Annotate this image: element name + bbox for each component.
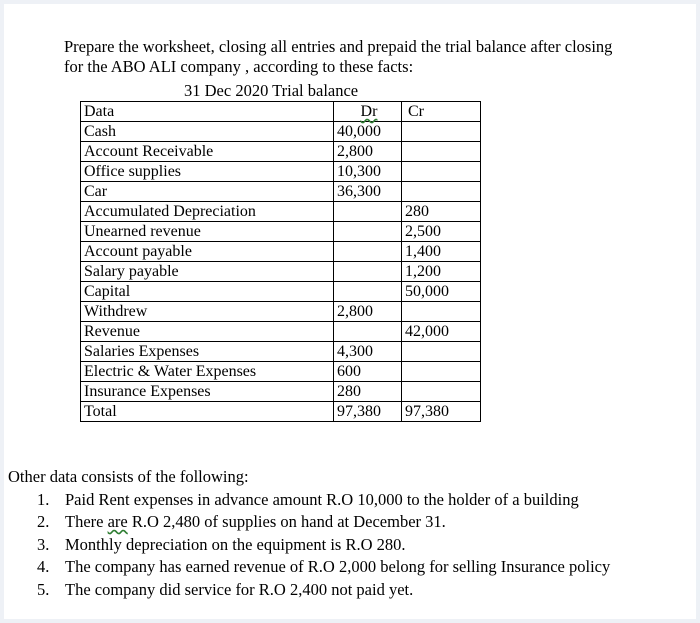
list-item	[37, 534, 698, 557]
item-text: The company did service for R.O 2,400 not paid yet.	[65, 579, 414, 599]
list-item	[37, 489, 698, 512]
account-name: Capital	[81, 282, 334, 302]
debit-value: 2,800	[334, 302, 402, 322]
account-name: Salaries Expenses	[81, 342, 334, 362]
list-item	[37, 511, 698, 534]
account-name: Cash	[81, 122, 334, 142]
table-row	[81, 242, 481, 262]
debit-value	[334, 202, 402, 222]
other-data-heading: Other data consists of the following:	[8, 467, 249, 486]
table-row	[81, 282, 481, 302]
instructions-line-2: for the ABO ALI company , according to these facts:	[64, 57, 414, 76]
item-number: 1.	[37, 489, 50, 509]
account-name: Salary payable	[81, 262, 334, 282]
credit-value	[402, 382, 481, 402]
header-data: Data	[81, 102, 334, 122]
account-name: Revenue	[81, 322, 334, 342]
item-text-after: R.O 2,480 of supplies on hand at December 31.	[131, 512, 446, 531]
credit-value: 280	[402, 202, 481, 222]
credit-value: 42,000	[402, 322, 481, 342]
table-row	[81, 202, 481, 222]
account-name: Electric & Water Expenses	[81, 362, 334, 382]
debit-value	[334, 242, 402, 262]
total-label: Total	[81, 402, 334, 422]
debit-value	[334, 322, 402, 342]
total-row	[81, 402, 481, 422]
item-number: 2.	[37, 512, 50, 531]
list-item	[37, 579, 698, 602]
credit-value	[402, 182, 481, 202]
table-row	[81, 182, 481, 202]
credit-value: 2,500	[402, 222, 481, 242]
account-name: Withdrew	[81, 302, 334, 322]
other-data-section	[8, 466, 698, 601]
grammar-flagged-word: are	[107, 512, 128, 531]
account-name: Account Receivable	[81, 142, 334, 162]
item-number: 3.	[37, 534, 50, 554]
debit-value: 600	[334, 362, 402, 382]
table-row	[81, 302, 481, 322]
facts-list	[8, 489, 698, 602]
debit-value	[334, 262, 402, 282]
credit-value	[402, 122, 481, 142]
instructions-line-1: Prepare the worksheet, closing all entries and prepaid the trial balance after closing	[64, 37, 613, 56]
table-row	[81, 162, 481, 182]
debit-value	[334, 282, 402, 302]
debit-value: 280	[334, 382, 402, 402]
item-text: Paid Rent expenses in advance amount R.O 10,000 to the holder of a building	[65, 489, 579, 509]
trial-balance-table	[80, 101, 481, 422]
header-cr: Cr	[402, 102, 481, 122]
credit-value: 1,400	[402, 242, 481, 262]
debit-value	[334, 222, 402, 242]
debit-value: 36,300	[334, 182, 402, 202]
list-item	[37, 556, 698, 579]
credit-value	[402, 362, 481, 382]
account-name: Car	[81, 182, 334, 202]
instructions	[64, 37, 674, 77]
header-dr	[334, 102, 402, 122]
credit-value: 1,200	[402, 262, 481, 282]
item-text: Monthly depreciation on the equipment is R.O 280.	[65, 534, 406, 554]
credit-value	[402, 162, 481, 182]
total-credit: 97,380	[402, 402, 481, 422]
item-number: 4.	[37, 557, 50, 576]
table-header-row	[81, 102, 481, 122]
total-debit: 97,380	[334, 402, 402, 422]
header-dr-label: Dr	[360, 103, 378, 120]
item-number: 5.	[37, 579, 50, 599]
account-name: Office supplies	[81, 162, 334, 182]
table-row	[81, 122, 481, 142]
debit-value: 10,300	[334, 162, 402, 182]
table-row	[81, 142, 481, 162]
document-page	[4, 4, 696, 619]
account-name: Insurance Expenses	[81, 382, 334, 402]
account-name: Accumulated Depreciation	[81, 202, 334, 222]
credit-value	[402, 342, 481, 362]
item-text-before: There	[65, 512, 104, 531]
credit-value	[402, 142, 481, 162]
table-row	[81, 322, 481, 342]
table-row	[81, 362, 481, 382]
table-row	[81, 382, 481, 402]
account-name: Account payable	[81, 242, 334, 262]
table-row	[81, 222, 481, 242]
account-name: Unearned revenue	[81, 222, 334, 242]
debit-value: 2,800	[334, 142, 402, 162]
trial-balance-title: 31 Dec 2020 Trial balance	[184, 81, 359, 100]
item-text: The company has earned revenue of R.O 2,000 belong for selling Insurance policy	[65, 557, 611, 576]
credit-value: 50,000	[402, 282, 481, 302]
debit-value: 40,000	[334, 122, 402, 142]
table-row	[81, 342, 481, 362]
table-row	[81, 262, 481, 282]
credit-value	[402, 302, 481, 322]
debit-value: 4,300	[334, 342, 402, 362]
